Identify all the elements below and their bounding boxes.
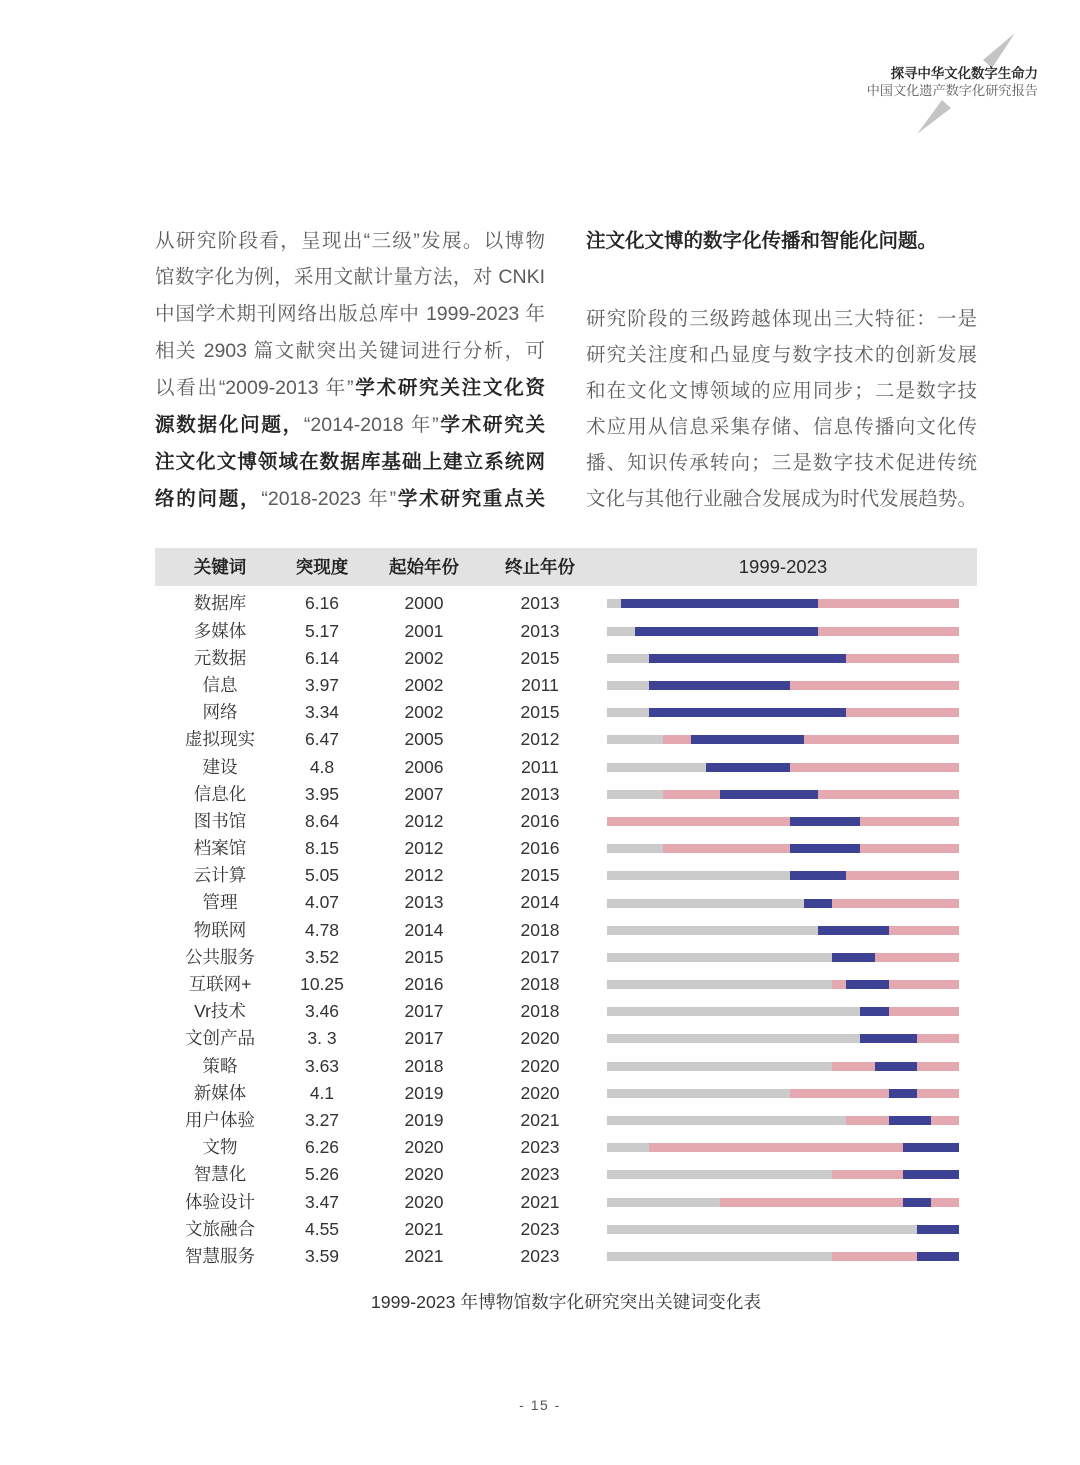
text-line — [155, 444, 545, 481]
timeline-bar — [607, 1225, 959, 1234]
text-line — [155, 296, 545, 333]
text-run-emphasis: 学术研究关注文化资 — [353, 377, 545, 400]
text-run: 术应用从信息采集存储、信息传播向文化传 — [586, 416, 977, 438]
end-year-cell: 2023 — [520, 1245, 560, 1266]
begin-year-cell: 2019 — [404, 1109, 444, 1130]
timeline-bar — [607, 1170, 959, 1179]
table-row — [155, 917, 977, 944]
bar-segment-burst — [903, 1143, 959, 1152]
bar-segment-absent — [607, 681, 649, 690]
text-run: “2018-2023 年” — [261, 487, 397, 510]
text-run-emphasis: 源数据化问题， — [155, 413, 304, 436]
text-line — [155, 370, 545, 407]
table-row — [155, 1080, 977, 1107]
strength-cell: 4.1 — [309, 1082, 335, 1103]
end-year-cell: 2018 — [520, 919, 560, 940]
keyword-cell: 公共服务 — [185, 946, 255, 967]
text-run-emphasis: 注文化文博领域在数据库基础上建立系统网 — [155, 450, 545, 473]
end-year-cell: 2016 — [520, 810, 560, 831]
bar-segment-absent — [607, 1225, 917, 1234]
table-row — [155, 1216, 977, 1243]
timeline-bar — [607, 1062, 959, 1071]
decor-slash-lower — [917, 100, 951, 134]
begin-year-cell: 2002 — [404, 674, 444, 695]
end-year-cell: 2023 — [520, 1218, 560, 1239]
begin-year-cell: 2020 — [404, 1137, 444, 1158]
strength-cell: 4.8 — [309, 756, 335, 777]
timeline-bar — [607, 899, 959, 908]
table-row — [155, 781, 977, 808]
bar-segment-burst — [790, 817, 860, 826]
begin-year-cell: 2016 — [404, 974, 444, 995]
timeline-bar — [607, 953, 959, 962]
text-run: 研究阶段的三级跨越体现出三大特征：一是 — [586, 308, 977, 330]
text-run: 播、知识传承转向；三是数字技术促进传统 — [586, 452, 977, 474]
table-row — [155, 862, 977, 889]
keyword-cell: Vr技术 — [194, 1001, 246, 1022]
text-line — [586, 409, 977, 445]
end-year-cell: 2015 — [520, 865, 560, 886]
strength-cell: 6.16 — [304, 593, 340, 614]
report-series-title: 探寻中华文化数字生命力 — [890, 66, 1038, 81]
bar-segment-burst — [706, 763, 790, 772]
strength-cell: 5.17 — [304, 620, 340, 641]
end-year-cell: 2020 — [520, 1082, 560, 1103]
text-line — [586, 373, 977, 409]
begin-year-cell: 2015 — [404, 946, 444, 967]
text-line — [155, 223, 545, 260]
bar-segment-absent — [607, 763, 706, 772]
text-line — [155, 259, 545, 296]
header-keyword: 关键词 — [193, 557, 247, 577]
bar-segment-absent — [607, 1252, 832, 1261]
keyword-cell: 档案馆 — [193, 838, 247, 859]
timeline-bar — [607, 708, 959, 717]
bar-segment-absent — [607, 1143, 649, 1152]
strength-cell: 3.63 — [304, 1055, 340, 1076]
keyword-cell: 互联网+ — [188, 974, 252, 995]
text-run: 文化与其他行业融合发展成为时代发展趋势。 — [586, 488, 977, 510]
timeline-bar — [607, 844, 959, 853]
table-body — [155, 590, 977, 1270]
text-line — [586, 481, 977, 517]
table-row — [155, 726, 977, 753]
strength-cell: 3. 3 — [307, 1028, 337, 1049]
text-run: 研究关注度和凸显度与数字技术的创新发展 — [586, 344, 977, 366]
bar-segment-burst — [720, 790, 819, 799]
bar-segment-present — [790, 1089, 959, 1098]
bar-segment-burst — [649, 708, 846, 717]
end-year-cell: 2012 — [520, 729, 560, 750]
text-run-emphasis: 络的问题， — [155, 487, 262, 510]
bar-segment-absent — [607, 980, 832, 989]
table-header-row — [155, 548, 977, 586]
begin-year-cell: 2017 — [404, 1028, 444, 1049]
table-row — [155, 590, 977, 617]
bar-segment-absent — [607, 1062, 832, 1071]
bar-segment-absent — [607, 627, 635, 636]
text-run: 馆数字化为例，采用文献计量方法，对 CNKI — [155, 266, 545, 289]
end-year-cell: 2011 — [521, 756, 559, 777]
bar-segment-burst — [860, 1034, 916, 1043]
bar-segment-absent — [607, 1198, 720, 1207]
bar-segment-burst — [691, 735, 804, 744]
end-year-cell: 2018 — [520, 1001, 560, 1022]
body-left-column — [155, 223, 545, 518]
strength-cell: 3.47 — [304, 1191, 340, 1212]
table-row — [155, 808, 977, 835]
bar-segment-burst — [917, 1252, 959, 1261]
timeline-bar — [607, 599, 959, 608]
table-row — [155, 1161, 977, 1188]
end-year-cell: 2013 — [520, 783, 560, 804]
strength-cell: 8.64 — [304, 810, 340, 831]
end-year-cell: 2013 — [520, 620, 560, 641]
bar-segment-absent — [607, 1089, 790, 1098]
bar-segment-absent — [607, 953, 832, 962]
begin-year-cell: 2006 — [404, 756, 444, 777]
bar-segment-absent — [607, 790, 663, 799]
end-year-cell: 2015 — [520, 702, 560, 723]
strength-cell: 3.52 — [304, 946, 340, 967]
table-row — [155, 1189, 977, 1216]
bar-segment-burst — [649, 654, 846, 663]
bar-segment-absent — [607, 871, 790, 880]
end-year-cell: 2014 — [520, 892, 560, 913]
begin-year-cell: 2012 — [404, 810, 444, 831]
bar-segment-burst — [790, 844, 860, 853]
bar-segment-burst — [889, 1116, 931, 1125]
keyword-cell: 云计算 — [193, 865, 247, 886]
table-row — [155, 754, 977, 781]
begin-year-cell: 2020 — [404, 1191, 444, 1212]
strength-cell: 6.14 — [304, 647, 340, 668]
bar-segment-burst — [889, 1089, 917, 1098]
bar-segment-burst — [790, 871, 846, 880]
begin-year-cell: 2021 — [404, 1245, 444, 1266]
bar-segment-burst — [635, 627, 818, 636]
header-begin-year: 起始年份 — [389, 557, 459, 577]
table-row — [155, 1025, 977, 1052]
timeline-bar — [607, 1198, 959, 1207]
strength-cell: 8.15 — [304, 838, 340, 859]
keyword-cell: 体验设计 — [185, 1191, 255, 1212]
keyword-cell: 文物 — [202, 1137, 238, 1158]
table-row — [155, 889, 977, 916]
bar-segment-burst — [621, 599, 818, 608]
timeline-bar — [607, 1007, 959, 1016]
timeline-bar — [607, 1089, 959, 1098]
bar-segment-burst — [832, 953, 874, 962]
begin-year-cell: 2002 — [404, 647, 444, 668]
bar-segment-burst — [818, 926, 888, 935]
keyword-cell: 用户体验 — [185, 1109, 255, 1130]
strength-cell: 4.07 — [304, 892, 340, 913]
table-row — [155, 618, 977, 645]
bar-segment-absent — [607, 708, 649, 717]
strength-cell: 3.59 — [304, 1245, 340, 1266]
bar-segment-burst — [649, 681, 790, 690]
end-year-cell: 2023 — [520, 1137, 560, 1158]
end-year-cell: 2020 — [520, 1028, 560, 1049]
bar-segment-absent — [607, 1170, 832, 1179]
timeline-bar — [607, 735, 959, 744]
header-strength: 突现度 — [295, 557, 349, 577]
begin-year-cell: 2007 — [404, 783, 444, 804]
timeline-bar — [607, 763, 959, 772]
keyword-cell: 图书馆 — [193, 810, 247, 831]
table-caption: 1999-2023 年博物馆数字化研究突出关键词变化表 — [370, 1292, 762, 1312]
strength-cell: 3.97 — [304, 674, 340, 695]
begin-year-cell: 2021 — [404, 1218, 444, 1239]
strength-cell: 3.34 — [304, 702, 340, 723]
text-line — [155, 333, 545, 370]
bar-segment-absent — [607, 735, 663, 744]
strength-cell: 3.95 — [304, 783, 340, 804]
table-row — [155, 1053, 977, 1080]
text-line — [155, 481, 545, 518]
keyword-cell: 智慧化 — [193, 1164, 247, 1185]
keyword-cell: 多媒体 — [193, 620, 247, 641]
decor-slash-upper — [983, 33, 1015, 68]
strength-cell: 10.25 — [300, 974, 344, 995]
timeline-bar — [607, 681, 959, 690]
text-line — [586, 223, 977, 259]
begin-year-cell: 2005 — [404, 729, 444, 750]
keyword-cell: 虚拟现实 — [185, 729, 255, 750]
begin-year-cell: 2002 — [404, 702, 444, 723]
bar-segment-absent — [607, 1034, 860, 1043]
bar-segment-absent — [607, 899, 804, 908]
timeline-bar — [607, 1116, 959, 1125]
strength-cell: 6.47 — [304, 729, 340, 750]
table-row — [155, 699, 977, 726]
begin-year-cell: 2000 — [404, 593, 444, 614]
bar-segment-burst — [917, 1225, 959, 1234]
table-row — [155, 944, 977, 971]
keyword-cell: 网络 — [202, 702, 238, 723]
text-run: 以看出“2009-2013 年” — [155, 377, 354, 400]
end-year-cell: 2018 — [520, 974, 560, 995]
bar-segment-burst — [875, 1062, 917, 1071]
strength-cell: 4.78 — [304, 919, 340, 940]
bar-segment-burst — [804, 899, 832, 908]
text-line — [586, 445, 977, 481]
text-run: 相关 2903 篇文献突出关键词进行分析，可 — [155, 340, 545, 363]
table-row — [155, 672, 977, 699]
end-year-cell: 2015 — [520, 647, 560, 668]
timeline-bar — [607, 817, 959, 826]
keyword-cell: 信息 — [202, 674, 238, 695]
bar-segment-absent — [607, 1116, 846, 1125]
timeline-bar — [607, 790, 959, 799]
bar-segment-absent — [607, 654, 649, 663]
end-year-cell: 2017 — [520, 946, 560, 967]
begin-year-cell: 2014 — [404, 919, 444, 940]
text-run: 和在文化文博领域的应用同步；二是数字技 — [586, 380, 977, 402]
end-year-cell: 2021 — [520, 1191, 560, 1212]
bar-segment-absent — [607, 926, 818, 935]
body-right-paragraph-1 — [586, 223, 977, 259]
begin-year-cell: 2020 — [404, 1164, 444, 1185]
strength-cell: 6.26 — [304, 1137, 340, 1158]
bar-segment-present — [607, 817, 959, 826]
timeline-bar — [607, 1143, 959, 1152]
text-run-emphasis: 学术研究重点关 — [396, 487, 545, 510]
running-header — [867, 65, 1038, 99]
end-year-cell: 2013 — [520, 593, 560, 614]
end-year-cell: 2021 — [520, 1109, 560, 1130]
timeline-bar — [607, 627, 959, 636]
text-run-emphasis: 注文化文博的数字化传播和智能化问题。 — [586, 230, 938, 252]
header-end-year: 终止年份 — [505, 557, 575, 577]
end-year-cell: 2011 — [521, 674, 559, 695]
text-line — [155, 407, 545, 444]
bar-segment-absent — [607, 599, 621, 608]
bar-segment-burst — [846, 980, 888, 989]
keyword-cell: 文创产品 — [185, 1028, 255, 1049]
keyword-burst-table — [155, 548, 977, 1270]
table-row — [155, 1243, 977, 1270]
begin-year-cell: 2017 — [404, 1001, 444, 1022]
text-line — [586, 301, 977, 337]
keyword-cell: 智慧服务 — [185, 1245, 255, 1266]
keyword-cell: 文旅融合 — [185, 1218, 255, 1239]
keyword-cell: 数据库 — [193, 593, 247, 614]
keyword-cell: 信息化 — [193, 783, 247, 804]
begin-year-cell: 2012 — [404, 838, 444, 859]
strength-cell: 3.27 — [304, 1109, 340, 1130]
strength-cell: 3.46 — [304, 1001, 340, 1022]
timeline-bar — [607, 1034, 959, 1043]
end-year-cell: 2020 — [520, 1055, 560, 1076]
keyword-cell: 物联网 — [193, 919, 247, 940]
bar-segment-absent — [607, 1007, 860, 1016]
keyword-cell: 管理 — [202, 892, 238, 913]
table-row — [155, 835, 977, 862]
timeline-bar — [607, 654, 959, 663]
bar-segment-burst — [903, 1198, 931, 1207]
timeline-bar — [607, 980, 959, 989]
body-right-paragraph-2 — [586, 301, 977, 517]
strength-cell: 5.05 — [304, 865, 340, 886]
text-run: “2014-2018 年” — [303, 413, 439, 436]
keyword-cell: 新媒体 — [193, 1082, 247, 1103]
table-row — [155, 1134, 977, 1161]
keyword-cell: 建设 — [202, 756, 238, 777]
text-run: 从研究阶段看，呈现出“三级”发展。以博物 — [155, 229, 545, 252]
text-run: 中国学术期刊网络出版总库中 1999-2023 年 — [155, 303, 545, 326]
begin-year-cell: 2013 — [404, 892, 444, 913]
keyword-cell: 元数据 — [193, 647, 247, 668]
end-year-cell: 2016 — [520, 838, 560, 859]
bar-segment-burst — [903, 1170, 959, 1179]
end-year-cell: 2023 — [520, 1164, 560, 1185]
strength-cell: 4.55 — [304, 1218, 340, 1239]
strength-cell: 5.26 — [304, 1164, 340, 1185]
begin-year-cell: 2019 — [404, 1082, 444, 1103]
table-row — [155, 1107, 977, 1134]
text-line — [586, 337, 977, 373]
table-row — [155, 998, 977, 1025]
timeline-bar — [607, 926, 959, 935]
begin-year-cell: 2012 — [404, 865, 444, 886]
bar-segment-absent — [607, 844, 663, 853]
table-row — [155, 645, 977, 672]
timeline-bar — [607, 1252, 959, 1261]
timeline-bar — [607, 871, 959, 880]
header-timeline: 1999-2023 — [738, 556, 828, 577]
table-row — [155, 971, 977, 998]
page-number: - 15 - — [519, 1397, 561, 1413]
text-run-emphasis: 学术研究关 — [438, 413, 545, 436]
keyword-cell: 策略 — [202, 1055, 238, 1076]
begin-year-cell: 2018 — [404, 1055, 444, 1076]
report-title: 中国文化遗产数字化研究报告 — [866, 83, 1038, 98]
bar-segment-burst — [860, 1007, 888, 1016]
begin-year-cell: 2001 — [404, 620, 444, 641]
